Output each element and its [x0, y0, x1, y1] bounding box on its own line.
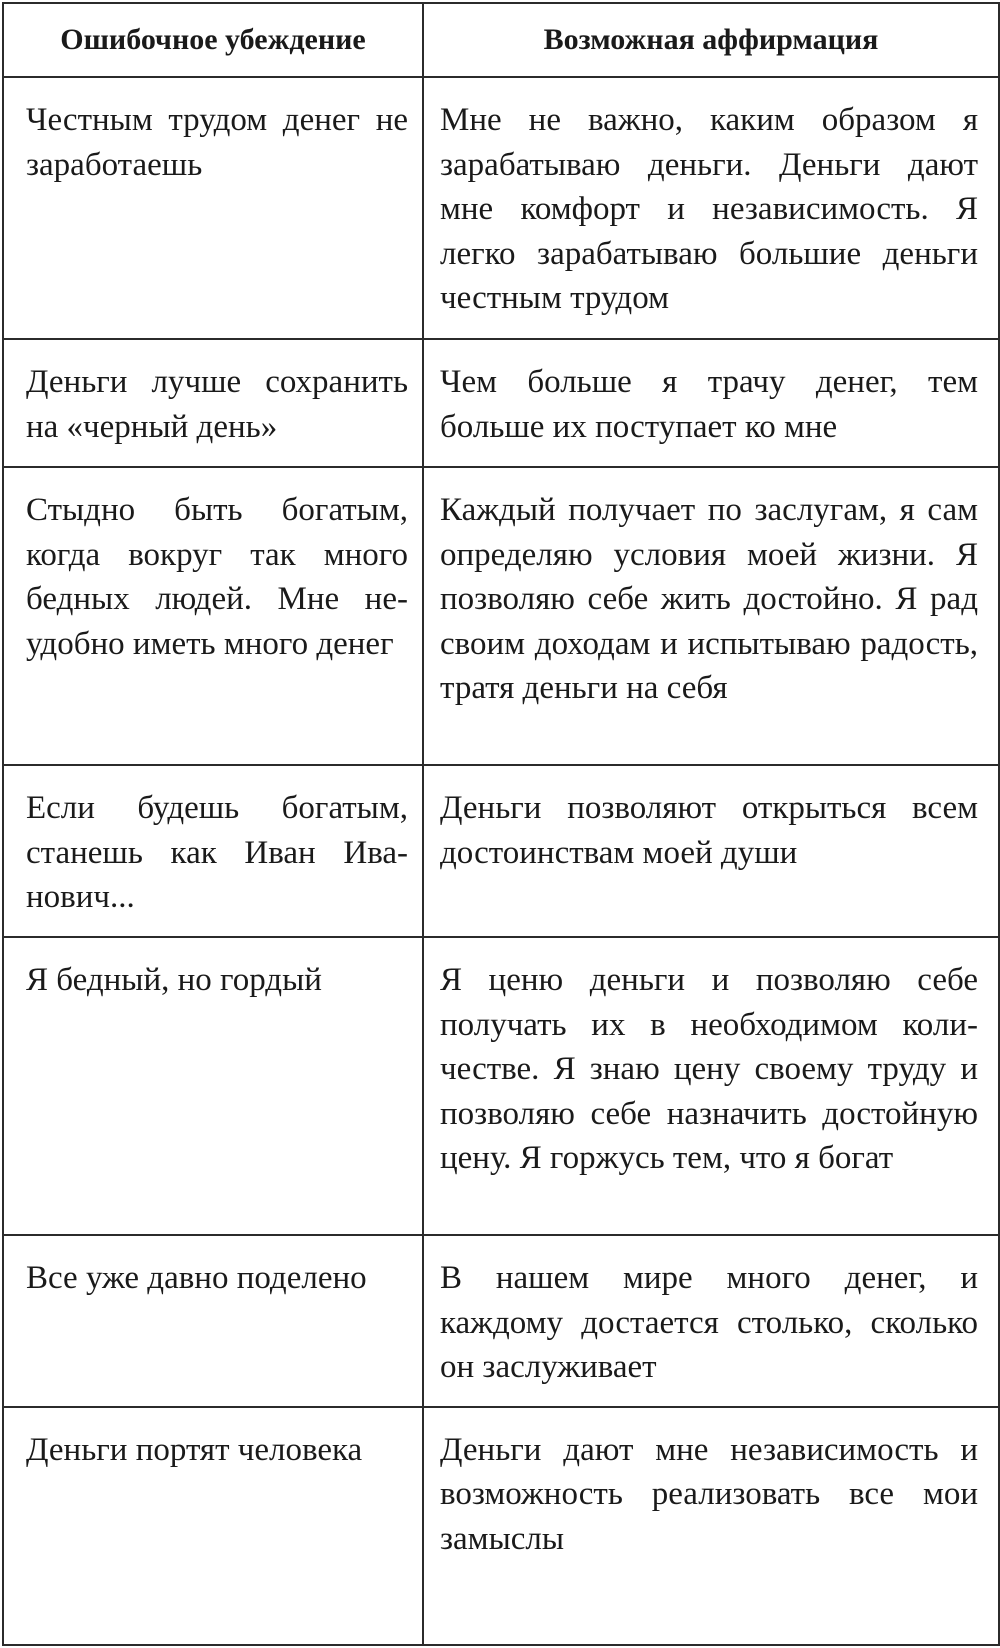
affirmation-cell: Каждый получает по заслугам, я сам определяю условия моей жизни. Я позволяю себе жить достойно. Я рад своим доходам и испытываю радость, тратя деньги на себя — [423, 467, 999, 765]
table-row — [3, 339, 999, 467]
header-row — [3, 3, 999, 77]
affirmation-cell: Деньги дают мне независимость и возможность реализовать все мои замыслы — [423, 1407, 999, 1646]
belief-cell: Все уже давно поделено — [3, 1235, 423, 1407]
beliefs-table — [2, 2, 1000, 1646]
affirmation-cell: Чем больше я трачу денег, тем больше их поступает ко мне — [423, 339, 999, 467]
belief-cell: Стыдно быть богатым, когда вокруг так много бедных людей. Мне неудобно иметь много денег — [3, 467, 423, 765]
header-affirmation: Возможная аффирмация — [423, 3, 999, 77]
belief-cell: Честным трудом денег не заработаешь — [3, 77, 423, 339]
header-belief: Ошибочное убеждение — [3, 3, 423, 77]
affirmation-cell: В нашем мире много денег, и каждому достается столько, сколько он заслуживает — [423, 1235, 999, 1407]
table-row — [3, 765, 999, 937]
belief-cell: Деньги портят человека — [3, 1407, 423, 1646]
table-row — [3, 1235, 999, 1407]
table-row — [3, 1407, 999, 1646]
table-row — [3, 467, 999, 765]
affirmation-cell: Деньги позволяют открыться всем достоинствам моей души — [423, 765, 999, 937]
belief-cell: Деньги лучше сохранить на «черный день» — [3, 339, 423, 467]
table-row — [3, 77, 999, 339]
affirmation-cell: Я ценю деньги и позволяю себе получать их в необходимом количестве. Я знаю цену своему труду и позволяю себе назначить достойную цену. Я горжусь тем, что я богат — [423, 937, 999, 1235]
table-row — [3, 937, 999, 1235]
belief-cell: Если будешь богатым, станешь как Иван Иванович... — [3, 765, 423, 937]
affirmation-cell: Мне не важно, каким образом я зарабатываю деньги. Деньги дают мне комфорт и независимость. Я легко зарабатываю большие деньги честным трудом — [423, 77, 999, 339]
belief-cell: Я бедный, но гордый — [3, 937, 423, 1235]
